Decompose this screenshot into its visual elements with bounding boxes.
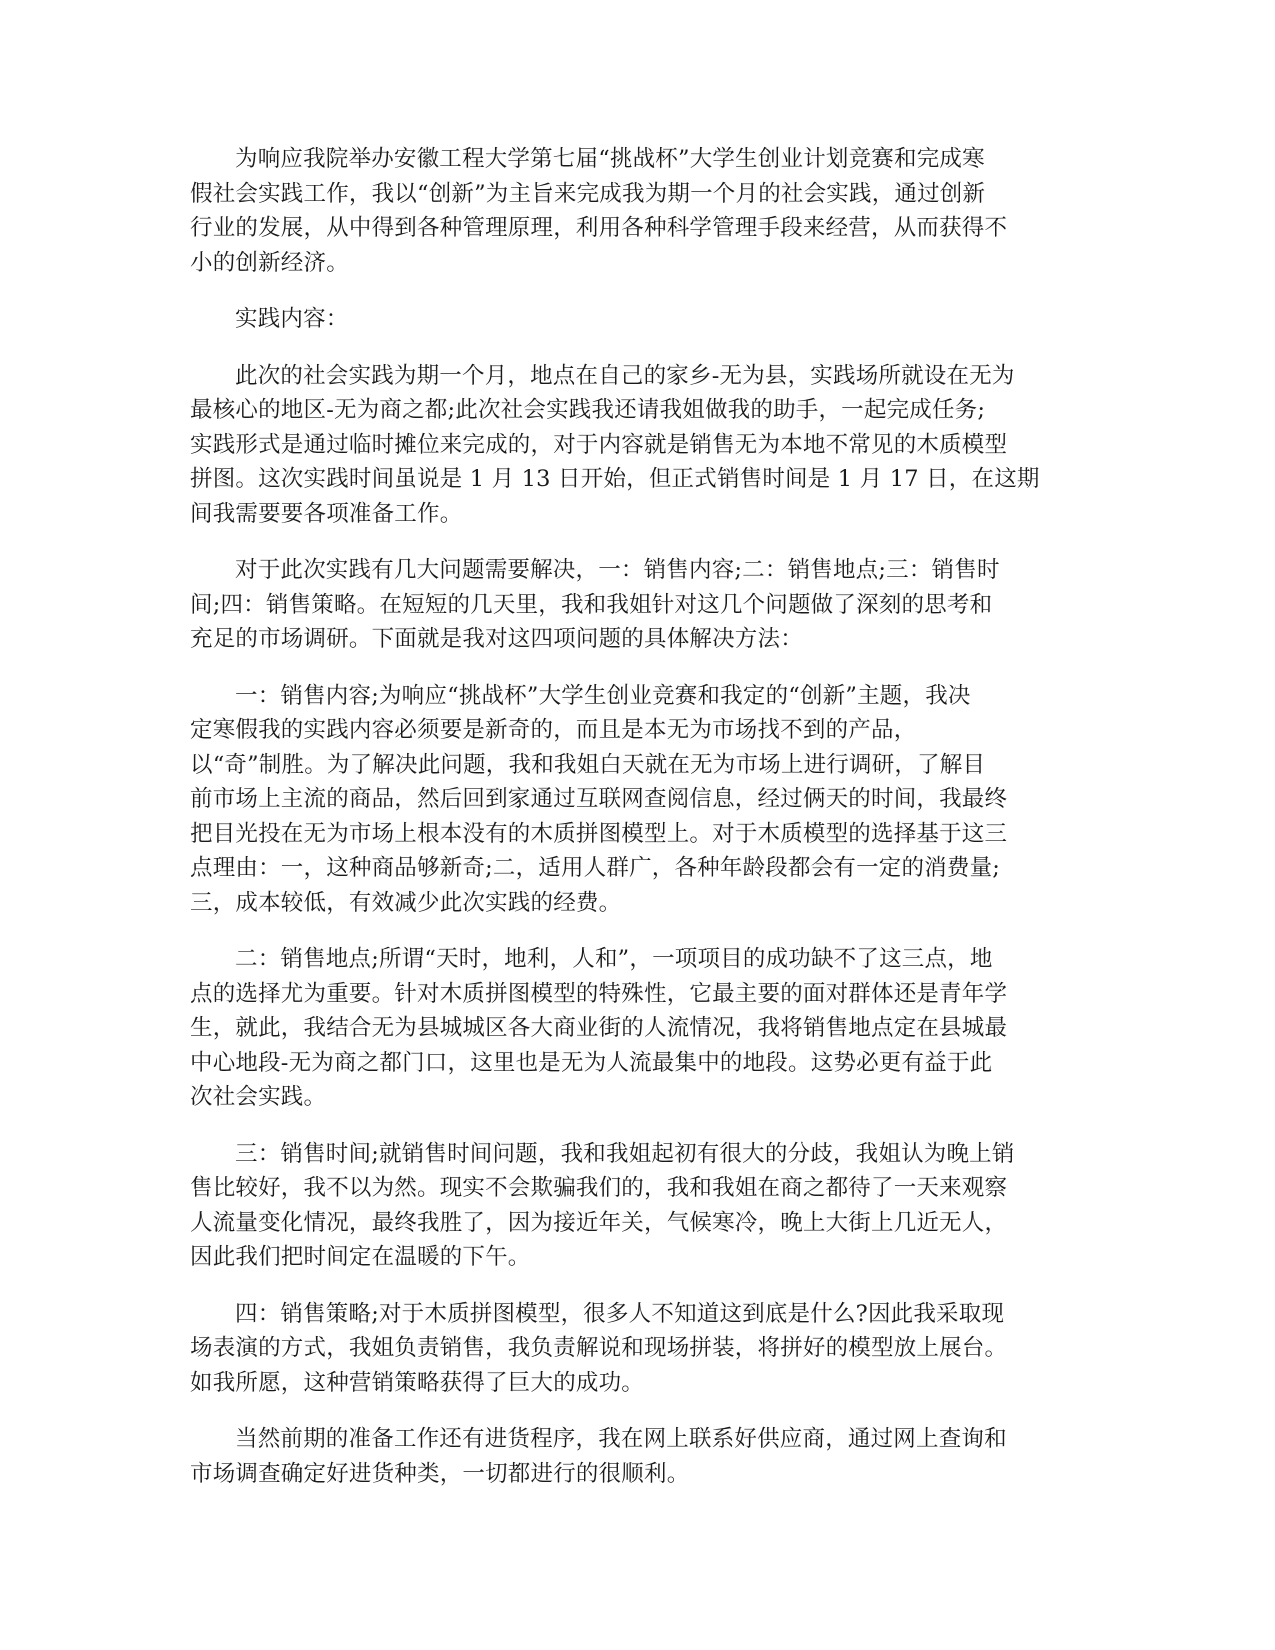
text-line: 间我需要要各项准备工作。: [190, 500, 463, 527]
text-line: 售比较好，我不以为然。现实不会欺骗我们的，我和我姐在商之都待了一天来观察: [190, 1175, 1008, 1201]
document-body: [190, 142, 1090, 1513]
paragraph-sales-time: [190, 1137, 1090, 1275]
paragraph-heading-practice: [190, 302, 1090, 337]
text-line: 一：销售内容;为响应“挑战杯”大学生创业竞赛和我定的“创新”主题，我决: [235, 682, 971, 709]
text-line: 三，成本较低，有效减少此次实践的经费。: [190, 889, 622, 916]
text-line: 前市场上主流的商品，然后回到家通过互联网查阅信息，经过俩天的时间，我最终: [190, 786, 1008, 812]
text-line: 为响应我院举办安徽工程大学第七届“挑战杯”大学生创业计划竞赛和完成寒: [235, 146, 985, 172]
text-line: 二：销售地点;所谓“天时，地利，人和”，一项项目的成功缺不了这三点，地: [235, 946, 993, 972]
text-line: 实践形式是通过临时摊位来完成的，对于内容就是销售无为本地不常见的木质模型: [190, 431, 1008, 458]
paragraph-sales-strategy: [190, 1297, 1090, 1401]
text-line: 以“奇”制胜。为了解决此问题，我和我姐白天就在无为市场上进行调研，了解目: [190, 751, 986, 778]
text-line: 实践内容：: [235, 306, 349, 332]
text-line: 小的创新经济。: [190, 249, 349, 276]
text-line: 如我所愿，这种营销策略获得了巨大的成功。: [190, 1369, 645, 1396]
text-line: 点的选择尤为重要。针对木质拼图模型的特殊性，它最主要的面对群体还是青年学: [190, 980, 1008, 1007]
paragraph-procurement: [190, 1422, 1090, 1491]
text-line: 中心地段-无为商之都门口，这里也是无为人流最集中的地段。这势必更有益于此: [190, 1049, 993, 1076]
text-line: 假社会实践工作，我以“创新”为主旨来完成我为期一个月的社会实践，通过创新: [190, 180, 986, 207]
text-line: 当然前期的准备工作还有进货程序，我在网上联系好供应商，通过网上查询和: [235, 1426, 1007, 1452]
paragraph-problems: [190, 553, 1090, 657]
text-line: 间;四：销售策略。在短短的几天里，我和我姐针对这几个问题做了深刻的思考和: [190, 591, 993, 618]
text-line: 定寒假我的实践内容必须要是新奇的，而且是本无为市场找不到的产品，: [190, 717, 917, 743]
text-line: 对于此次实践有几大问题需要解决，一：销售内容;二：销售地点;三：销售时: [235, 557, 1000, 583]
text-line: 次社会实践。: [190, 1084, 327, 1110]
paragraph-sales-content: [190, 679, 1090, 921]
text-line: 生，就此，我结合无为县城城区各大商业街的人流情况，我将销售地点定在县城最: [190, 1015, 1008, 1041]
text-line: 充足的市场调研。下面就是我对这四项问题的具体解决方法：: [190, 626, 803, 652]
text-line: 场表演的方式，我姐负责销售，我负责解说和现场拼装，将拼好的模型放上展台。: [190, 1335, 1008, 1361]
paragraph-practice-overview: [190, 359, 1090, 532]
paragraph-sales-location: [190, 942, 1090, 1115]
text-line: 拼图。这次实践时间虽说是 1 月 13 日开始，但正式销售时间是 1 月 17 日，在这期: [190, 466, 1040, 492]
text-line: 三：销售时间;就销售时间问题，我和我姐起初有很大的分歧，我姐认为晚上销: [235, 1140, 1015, 1167]
text-line: 四：销售策略;对于木质拼图模型，很多人不知道这到底是什么?因此我采取现: [235, 1300, 1005, 1327]
text-line: 把目光投在无为市场上根本没有的木质拼图模型上。对于木质模型的选择基于这三: [190, 820, 1008, 847]
text-line: 点理由：一，这种商品够新奇;二，适用人群广，各种年龄段都会有一定的消费量;: [190, 855, 1001, 881]
text-line: 此次的社会实践为期一个月，地点在自己的家乡-无为县，实践场所就设在无为: [235, 362, 1015, 389]
text-line: 最核心的地区-无为商之都;此次社会实践我还请我姐做我的助手，一起完成任务;: [190, 397, 986, 423]
text-line: 行业的发展，从中得到各种管理原理，利用各种科学管理手段来经营，从而获得不: [190, 215, 1008, 241]
text-line: 人流量变化情况，最终我胜了，因为接近年关，气候寒冷，晚上大街上几近无人，: [190, 1209, 1008, 1236]
text-line: 因此我们把时间定在温暖的下午。: [190, 1244, 531, 1270]
paragraph-intro: [190, 142, 1090, 280]
text-line: 市场调查确定好进货种类，一切都进行的很顺利。: [190, 1460, 690, 1487]
